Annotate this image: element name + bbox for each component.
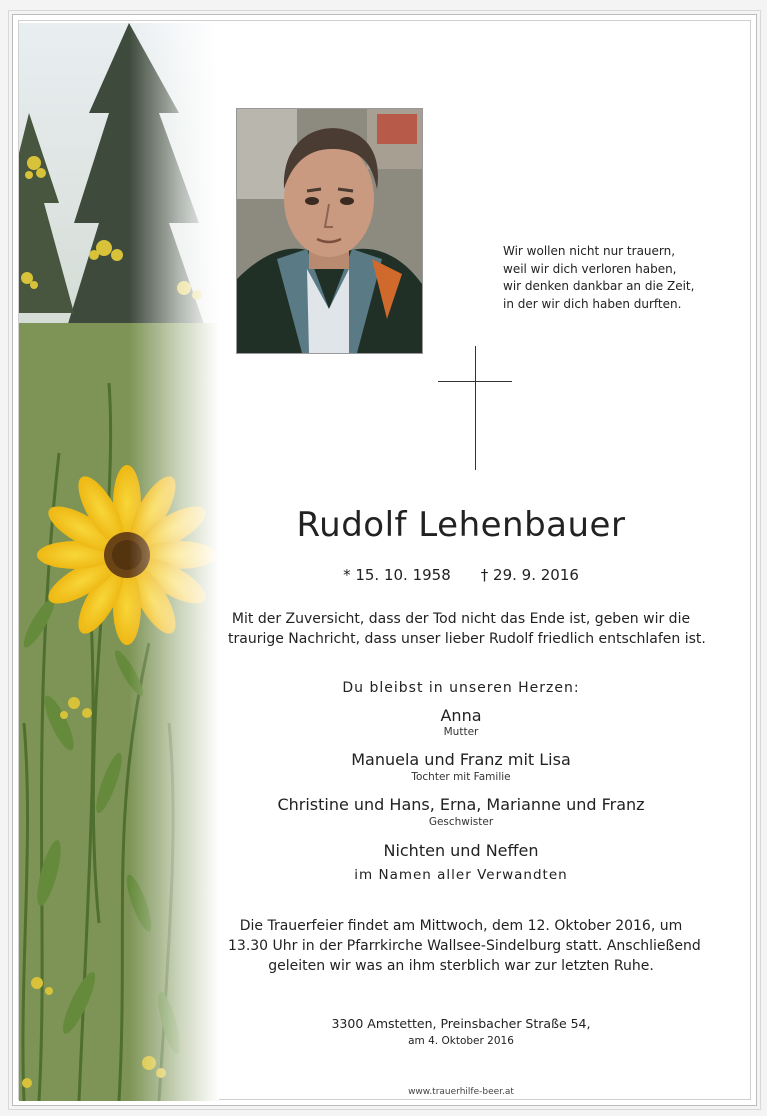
funeral-line: geleiten wir was an ihm sterblich war zur letzten Ruhe. [268, 958, 654, 974]
mourner-name: Manuela und Franz mit Lisa [351, 750, 571, 769]
relatives-line: im Namen aller Verwandten [354, 867, 568, 883]
deceased-name: Rudolf Lehenbauer [296, 505, 626, 545]
heart-line: Du bleibst in unseren Herzen: [342, 680, 580, 696]
memorial-verse [503, 243, 743, 313]
parte-card [12, 14, 757, 1106]
address-line: 3300 Amstetten, Preinsbacher Straße 54, [331, 1016, 591, 1031]
mourner-name: Nichten und Neffen [383, 841, 539, 860]
floral-decoration [19, 23, 219, 1101]
death-date: † 29. 9. 2016 [480, 566, 579, 584]
footer-website: www.trauerhilfe-beer.at [408, 1087, 514, 1097]
mourner-role: Mutter [443, 726, 479, 738]
birth-date: * 15. 10. 1958 [343, 566, 451, 584]
announcement-line: Mit der Zuversicht, dass der Tod nicht das Ende ist, geben wir die [231, 611, 691, 627]
cross-icon [475, 346, 476, 470]
funeral-line: Die Trauerfeier findet am Mittwoch, dem 12. Oktober 2016, um [239, 918, 683, 934]
verse-line: wir denken dankbar an die Zeit, [503, 279, 695, 293]
floral-fade-overlay [19, 23, 219, 1101]
life-dates [241, 566, 681, 584]
portrait-photo [236, 108, 423, 354]
verse-line: in der wir dich haben durften. [503, 296, 682, 311]
mourner-name: Anna [440, 706, 482, 725]
verse-line: Wir wollen nicht nur trauern, [503, 244, 676, 258]
mourner-role: Geschwister [428, 816, 494, 828]
announcement-line: traurige Nachricht, dass unser lieber Rudolf friedlich entschlafen ist. [228, 631, 706, 647]
issue-date: am 4. Oktober 2016 [408, 1035, 514, 1047]
funeral-details [228, 916, 701, 976]
verse-line: weil wir dich verloren haben, [503, 261, 677, 276]
mourner-name: Christine und Hans, Erna, Marianne und Franz [277, 795, 645, 814]
mourner-role: Tochter mit Familie [411, 771, 511, 783]
cross-icon-bar [438, 381, 512, 382]
death-announcement [228, 609, 706, 649]
funeral-line: 13.30 Uhr in der Pfarrkirche Wallsee-Sindelburg statt. Anschließend [228, 938, 701, 954]
portrait-illustration [237, 109, 422, 353]
